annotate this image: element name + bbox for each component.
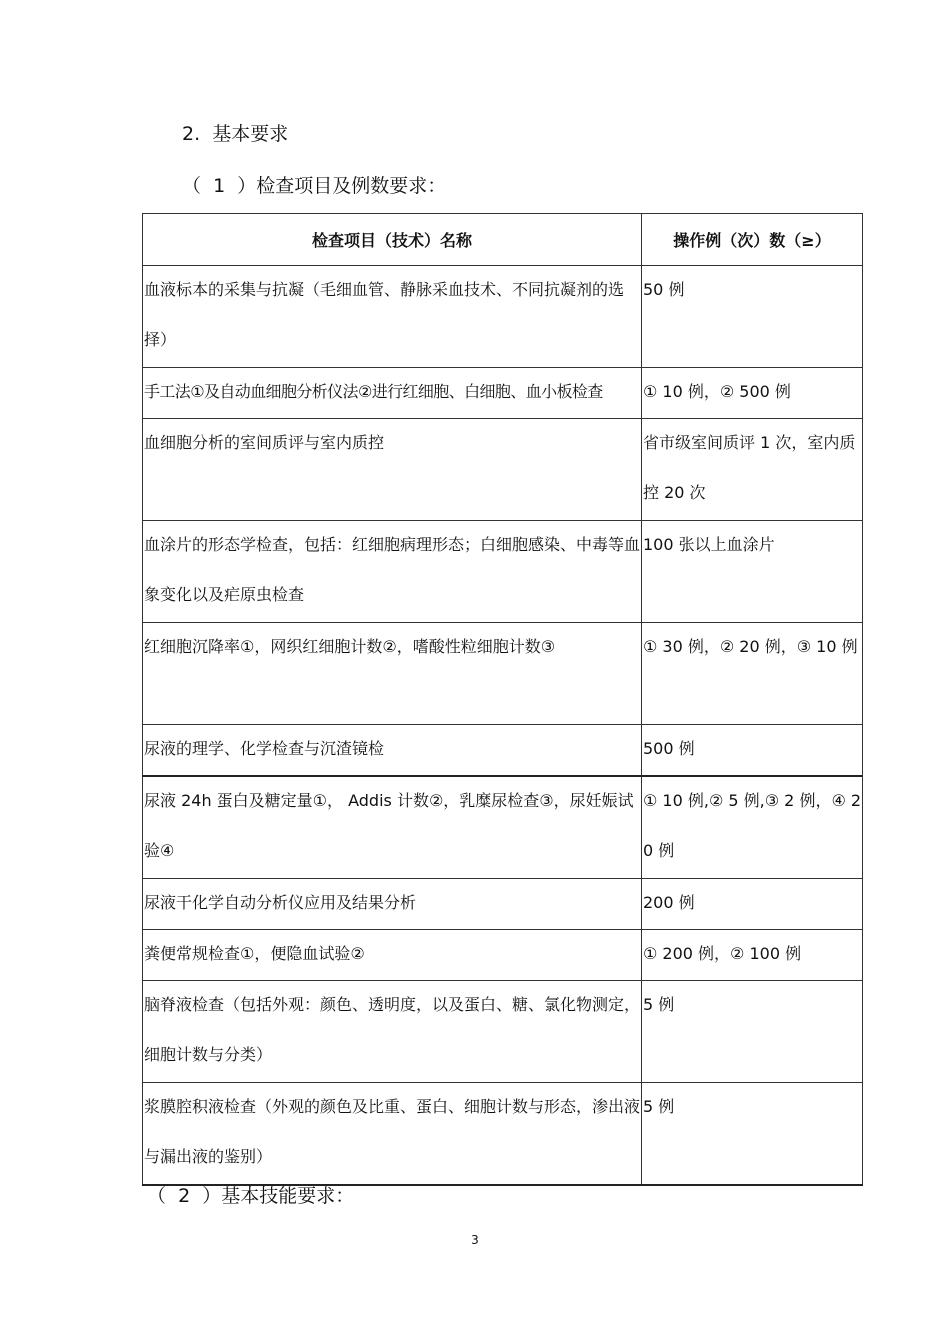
- count-cell: [642, 776, 863, 879]
- table-row: [143, 419, 863, 521]
- exam-requirements-table: [142, 213, 863, 1186]
- item-cell: [143, 776, 642, 879]
- item-text: 血涂片的形态学检查，包括：红细胞病理形态；白细胞感染、中毒等血象变化以及疟原虫检查: [144, 535, 641, 604]
- table-row: [143, 368, 863, 419]
- count-text: ① 30 例，② 20 例，③ 10 例: [643, 637, 858, 656]
- item-text: 血液标本的采集与抗凝（毛细血管、静脉采血技术、不同抗凝剂的选择）: [144, 280, 625, 349]
- count-text: 100 张以上血涂片: [643, 535, 775, 554]
- count-text: ① 10 例,② 5 例,③ 2 例，④ 20 例: [643, 791, 862, 860]
- count-cell: [642, 419, 863, 521]
- count-cell: [642, 623, 863, 725]
- item-cell: [143, 1083, 642, 1186]
- count-cell: [642, 879, 863, 930]
- subsection-heading-basic-skills: （ 2 ）基本技能要求：: [147, 1185, 355, 1207]
- item-text: 尿液的理学、化学检查与沉渣镜检: [144, 739, 385, 758]
- item-cell: [143, 368, 642, 419]
- item-cell: [143, 419, 642, 521]
- table-row: [143, 776, 863, 879]
- count-text: 5 例: [643, 995, 675, 1014]
- count-text: 省市级室间质评 1 次，室内质控 20 次: [643, 433, 856, 502]
- count-cell: [642, 368, 863, 419]
- count-text: 5 例: [643, 1097, 675, 1116]
- item-text: 手工法①及自动血细胞分析仪法②进行红细胞、白细胞、血小板检查: [144, 382, 603, 401]
- count-cell: [642, 930, 863, 981]
- item-cell: [143, 521, 642, 623]
- table-row: [143, 879, 863, 930]
- item-cell: [143, 725, 642, 777]
- item-text: 浆膜腔积液检查（外观的颜色及比重、蛋白、细胞计数与形态，渗出液与漏出液的鉴别）: [144, 1097, 641, 1166]
- item-text: 脑脊液检查（包括外观：颜色、透明度，以及蛋白、糖、氯化物测定，细胞计数与分类）: [144, 995, 641, 1064]
- count-cell: [642, 1083, 863, 1186]
- item-cell: [143, 981, 642, 1083]
- item-cell: [143, 879, 642, 930]
- table-row: [143, 623, 863, 725]
- item-text: 粪便常规检查①，便隐血试验②: [144, 944, 365, 963]
- item-cell: [143, 930, 642, 981]
- count-text: ① 200 例，② 100 例: [643, 944, 802, 963]
- table-row: [143, 1083, 863, 1186]
- table-row: [143, 930, 863, 981]
- table-row: [143, 725, 863, 777]
- subsection-heading-exam-items: （ 1 ）检查项目及例数要求：: [182, 175, 447, 197]
- item-cell: [143, 266, 642, 368]
- count-text: ① 10 例，② 500 例: [643, 382, 791, 401]
- table-row: [143, 266, 863, 368]
- table-row: [143, 981, 863, 1083]
- item-text: 血细胞分析的室间质评与室内质控: [144, 433, 385, 452]
- count-text: 500 例: [643, 739, 695, 758]
- item-cell: [143, 623, 642, 725]
- count-cell: [642, 981, 863, 1083]
- table-row: [143, 521, 863, 623]
- section-heading: 2. 基本要求: [182, 123, 289, 145]
- count-cell: [642, 266, 863, 368]
- page-number: 3: [471, 1233, 479, 1247]
- header-item-name: 检查项目（技术）名称: [143, 214, 642, 266]
- count-text: 200 例: [643, 893, 695, 912]
- header-operation-count: 操作例（次）数（≥）: [642, 214, 863, 266]
- count-cell: [642, 725, 863, 777]
- item-text: 红细胞沉降率①，网织红细胞计数②，嗜酸性粒细胞计数③: [144, 637, 556, 656]
- item-text: 尿液干化学自动分析仪应用及结果分析: [144, 893, 417, 912]
- table-header-row: [143, 214, 863, 266]
- item-text: 尿液 24h 蛋白及糖定量①， Addis 计数②，乳糜尿检查③，尿妊娠试验④: [144, 791, 634, 860]
- count-cell: [642, 521, 863, 623]
- count-text: 50 例: [643, 280, 685, 299]
